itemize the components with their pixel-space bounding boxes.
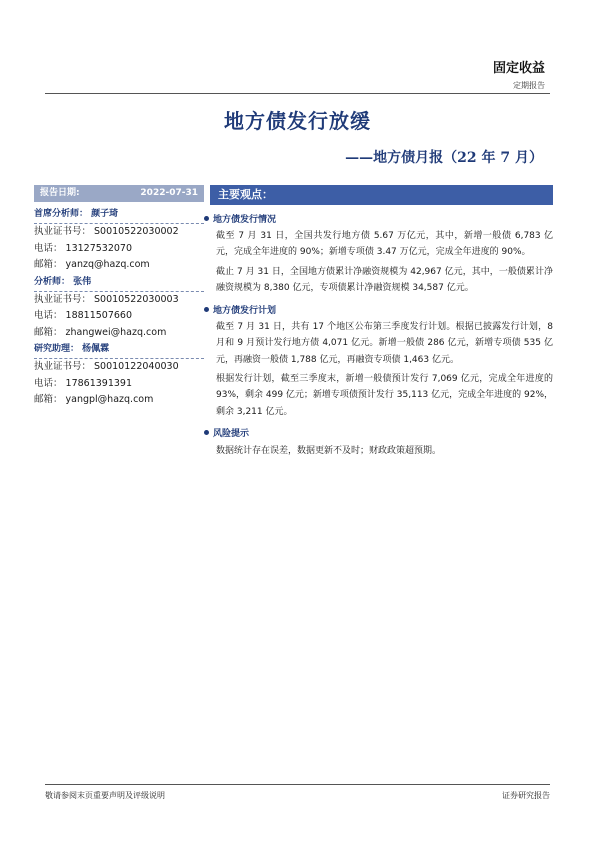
paragraph: 根据发行计划，截至三季度末，新增一般债预计发行 7,069 亿元，完成全年进度的 93%，剩余 499 亿元；新增专项债预计发行 35,113 亿元，完成全年进度的 92%，剩余 3,211 亿元。: [216, 374, 553, 417]
paragraph: 截至 7 月 31 日，共有 17 个地区公布第三季度发行计划。根据已披露发行计划，8 月和 9 月预计发行地方债 4,071 亿元。新增一般债 286 亿元，新增专项债 535 亿元，再融资一般债 1,788 亿元，再融资专项债 1,463 亿元。: [216, 322, 553, 365]
key-points-heading: 主要观点：: [210, 185, 553, 205]
report-title: 地方债发行放缓: [224, 109, 371, 133]
analyst-role: 首席分析师： 颜子琦: [34, 206, 204, 224]
footer-divider: [45, 784, 550, 785]
section-title: [210, 302, 553, 316]
report-subtitle: ——地方债月报（22 年 7 月）: [345, 150, 543, 166]
analyst-cert: 执业证书号： S0010522030003: [34, 293, 179, 305]
section-title-text: 地方债发行计划: [213, 305, 277, 316]
analyst-phone: 电话： 17861391391: [34, 377, 133, 389]
footer-disclaimer: 敬请参阅末页重要声明及评级说明: [45, 791, 165, 800]
main-content: [210, 185, 553, 459]
bullet-icon: [204, 216, 209, 221]
report-date-value: 2022-07-31: [140, 188, 198, 198]
analyst-email: 邮箱： zhangwei@hazq.com: [34, 326, 167, 338]
bullet-icon: [204, 430, 209, 435]
paragraph: 数据统计存在误差，数据更新不及时；财政政策超预期。: [216, 445, 442, 456]
analyst-phone: 电话： 13127532070: [34, 242, 133, 254]
report-date-label: 报告日期:: [40, 188, 80, 198]
analyst-phone: 电话： 18811507660: [34, 310, 133, 321]
paragraph: 截至 7 月 31 日，全国共发行地方债 5.67 万亿元，其中，新增一般债 6,783 亿元，完成全年进度的 90%；新增专项债 3.47 万亿元，完成全年进度的 90%。: [216, 231, 553, 258]
bullet-icon: [204, 307, 209, 312]
section-title-text: 地方债发行情况: [213, 214, 277, 225]
paragraph: 截止 7 月 31 日，全国地方债累计净融资规模为 42,967 亿元，其中，一般债累计净融资规模为 8,380 亿元，专项债累计净融资规模 34,587 亿元。: [216, 266, 553, 293]
analyst-cert: 执业证书号： S0010522030002: [34, 226, 179, 237]
report-category: 固定收益: [492, 61, 545, 76]
report-date-bar: [34, 185, 204, 202]
section-title: [210, 211, 553, 225]
analyst-email: 邮箱： yangpl@hazq.com: [34, 394, 154, 405]
footer-label: 证券研究报告: [502, 791, 550, 800]
analyst-cert: 执业证书号： S0010122040030: [34, 361, 179, 372]
analyst-sidebar: [34, 185, 204, 409]
analyst-role: 研究助理： 杨佩霖: [34, 341, 204, 359]
analyst-email: 邮箱： yanzq@hazq.com: [34, 259, 150, 270]
header-divider: [45, 93, 550, 94]
section-title-text: 风险提示: [213, 429, 250, 440]
report-type: 定期报告: [513, 81, 545, 90]
analyst-role: 分析师： 张伟: [34, 274, 204, 292]
section-title: [210, 426, 553, 440]
